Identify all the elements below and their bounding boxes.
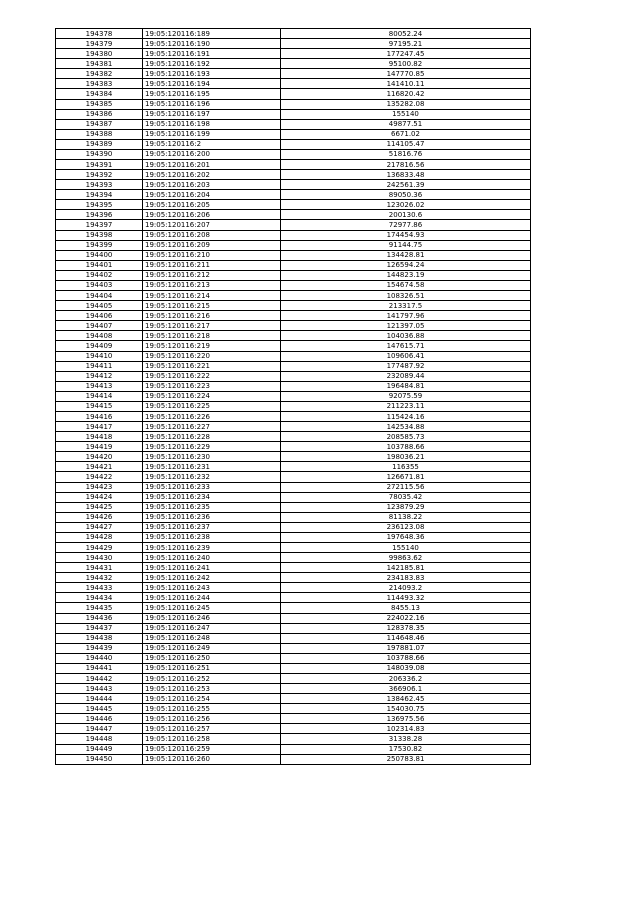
record-key-cell: 19:05:120116:249 <box>143 643 281 653</box>
data-table <box>55 28 531 765</box>
record-id-cell: 194449 <box>56 744 143 754</box>
table-row <box>56 200 531 210</box>
record-id-cell: 194434 <box>56 593 143 603</box>
amount-cell: 51816.76 <box>281 149 531 159</box>
amount-cell: 154030.75 <box>281 704 531 714</box>
table-row <box>56 472 531 482</box>
record-key-cell: 19:05:120116:244 <box>143 593 281 603</box>
table-row <box>56 291 531 301</box>
table-row <box>56 442 531 452</box>
amount-cell: 114105.47 <box>281 139 531 149</box>
table-row <box>56 754 531 764</box>
table-row <box>56 119 531 129</box>
amount-cell: 72977.86 <box>281 220 531 230</box>
table-row <box>56 583 531 593</box>
amount-cell: 95100.82 <box>281 59 531 69</box>
amount-cell: 136975.56 <box>281 714 531 724</box>
record-key-cell: 19:05:120116:240 <box>143 553 281 563</box>
table-row <box>56 653 531 663</box>
record-id-cell: 194400 <box>56 250 143 260</box>
table-row <box>56 623 531 633</box>
record-id-cell: 194419 <box>56 442 143 452</box>
amount-cell: 138462.45 <box>281 694 531 704</box>
record-id-cell: 194381 <box>56 59 143 69</box>
record-key-cell: 19:05:120116:235 <box>143 502 281 512</box>
table-row <box>56 734 531 744</box>
amount-cell: 103788.66 <box>281 442 531 452</box>
record-key-cell: 19:05:120116:221 <box>143 361 281 371</box>
table-row <box>56 99 531 109</box>
table-row <box>56 553 531 563</box>
table-row <box>56 69 531 79</box>
record-key-cell: 19:05:120116:209 <box>143 240 281 250</box>
record-id-cell: 194393 <box>56 180 143 190</box>
table-row <box>56 724 531 734</box>
record-id-cell: 194425 <box>56 502 143 512</box>
amount-cell: 89050.36 <box>281 190 531 200</box>
table-row <box>56 401 531 411</box>
record-key-cell: 19:05:120116:251 <box>143 663 281 673</box>
record-key-cell: 19:05:120116:203 <box>143 180 281 190</box>
amount-cell: 214093.2 <box>281 583 531 593</box>
amount-cell: 49877.51 <box>281 119 531 129</box>
amount-cell: 197648.36 <box>281 532 531 542</box>
amount-cell: 174454.93 <box>281 230 531 240</box>
table-row <box>56 714 531 724</box>
record-key-cell: 19:05:120116:259 <box>143 744 281 754</box>
record-key-cell: 19:05:120116:197 <box>143 109 281 119</box>
record-id-cell: 194417 <box>56 422 143 432</box>
table-row <box>56 321 531 331</box>
amount-cell: 197881.07 <box>281 643 531 653</box>
record-key-cell: 19:05:120116:239 <box>143 542 281 552</box>
record-key-cell: 19:05:120116:204 <box>143 190 281 200</box>
record-key-cell: 19:05:120116:234 <box>143 492 281 502</box>
record-id-cell: 194378 <box>56 29 143 39</box>
record-id-cell: 194397 <box>56 220 143 230</box>
record-key-cell: 19:05:120116:226 <box>143 411 281 421</box>
record-id-cell: 194448 <box>56 734 143 744</box>
table-row <box>56 109 531 119</box>
record-id-cell: 194446 <box>56 714 143 724</box>
record-key-cell: 19:05:120116:243 <box>143 583 281 593</box>
record-key-cell: 19:05:120116:2 <box>143 139 281 149</box>
record-id-cell: 194405 <box>56 301 143 311</box>
record-key-cell: 19:05:120116:233 <box>143 482 281 492</box>
record-id-cell: 194444 <box>56 694 143 704</box>
table-row <box>56 129 531 139</box>
table-row <box>56 432 531 442</box>
amount-cell: 126594.24 <box>281 260 531 270</box>
record-id-cell: 194380 <box>56 49 143 59</box>
record-key-cell: 19:05:120116:189 <box>143 29 281 39</box>
record-id-cell: 194412 <box>56 371 143 381</box>
record-id-cell: 194415 <box>56 401 143 411</box>
record-id-cell: 194396 <box>56 210 143 220</box>
record-id-cell: 194403 <box>56 280 143 290</box>
record-id-cell: 194432 <box>56 573 143 583</box>
table-row <box>56 462 531 472</box>
record-key-cell: 19:05:120116:194 <box>143 79 281 89</box>
record-id-cell: 194423 <box>56 482 143 492</box>
record-key-cell: 19:05:120116:212 <box>143 270 281 280</box>
record-key-cell: 19:05:120116:192 <box>143 59 281 69</box>
record-id-cell: 194433 <box>56 583 143 593</box>
record-key-cell: 19:05:120116:256 <box>143 714 281 724</box>
amount-cell: 242561.39 <box>281 180 531 190</box>
record-id-cell: 194379 <box>56 39 143 49</box>
amount-cell: 154674.58 <box>281 280 531 290</box>
record-key-cell: 19:05:120116:227 <box>143 422 281 432</box>
table-row <box>56 411 531 421</box>
table-row <box>56 160 531 170</box>
amount-cell: 141797.96 <box>281 311 531 321</box>
table-row <box>56 270 531 280</box>
amount-cell: 208585.73 <box>281 432 531 442</box>
amount-cell: 134428.81 <box>281 250 531 260</box>
amount-cell: 224022.16 <box>281 613 531 623</box>
amount-cell: 155140 <box>281 542 531 552</box>
table-row <box>56 512 531 522</box>
amount-cell: 148039.08 <box>281 663 531 673</box>
amount-cell: 147615.71 <box>281 341 531 351</box>
table-row <box>56 674 531 684</box>
record-id-cell: 194443 <box>56 684 143 694</box>
amount-cell: 109606.41 <box>281 351 531 361</box>
record-key-cell: 19:05:120116:199 <box>143 129 281 139</box>
record-id-cell: 194387 <box>56 119 143 129</box>
record-id-cell: 194439 <box>56 643 143 653</box>
table-row <box>56 230 531 240</box>
amount-cell: 250783.81 <box>281 754 531 764</box>
table-row <box>56 532 531 542</box>
record-key-cell: 19:05:120116:258 <box>143 734 281 744</box>
table-row <box>56 250 531 260</box>
amount-cell: 126671.81 <box>281 472 531 482</box>
table-row <box>56 59 531 69</box>
table-row <box>56 542 531 552</box>
record-key-cell: 19:05:120116:198 <box>143 119 281 129</box>
table-row <box>56 603 531 613</box>
table-row <box>56 49 531 59</box>
table-row <box>56 704 531 714</box>
record-id-cell: 194394 <box>56 190 143 200</box>
record-id-cell: 194426 <box>56 512 143 522</box>
record-key-cell: 19:05:120116:246 <box>143 613 281 623</box>
amount-cell: 177247.45 <box>281 49 531 59</box>
record-id-cell: 194410 <box>56 351 143 361</box>
record-id-cell: 194398 <box>56 230 143 240</box>
table-row <box>56 170 531 180</box>
table-row <box>56 563 531 573</box>
table-row <box>56 280 531 290</box>
record-id-cell: 194385 <box>56 99 143 109</box>
amount-cell: 128378.35 <box>281 623 531 633</box>
record-id-cell: 194435 <box>56 603 143 613</box>
record-id-cell: 194418 <box>56 432 143 442</box>
amount-cell: 142534.88 <box>281 422 531 432</box>
record-id-cell: 194441 <box>56 663 143 673</box>
record-key-cell: 19:05:120116:228 <box>143 432 281 442</box>
amount-cell: 92075.59 <box>281 391 531 401</box>
table-row <box>56 522 531 532</box>
record-id-cell: 194442 <box>56 674 143 684</box>
table-row <box>56 301 531 311</box>
record-key-cell: 19:05:120116:255 <box>143 704 281 714</box>
amount-cell: 135282.08 <box>281 99 531 109</box>
record-id-cell: 194390 <box>56 149 143 159</box>
record-id-cell: 194392 <box>56 170 143 180</box>
amount-cell: 114648.46 <box>281 633 531 643</box>
record-id-cell: 194436 <box>56 613 143 623</box>
table-row <box>56 452 531 462</box>
record-key-cell: 19:05:120116:195 <box>143 89 281 99</box>
record-key-cell: 19:05:120116:214 <box>143 291 281 301</box>
amount-cell: 206336.2 <box>281 674 531 684</box>
record-key-cell: 19:05:120116:196 <box>143 99 281 109</box>
record-id-cell: 194424 <box>56 492 143 502</box>
amount-cell: 80052.24 <box>281 29 531 39</box>
record-key-cell: 19:05:120116:220 <box>143 351 281 361</box>
record-id-cell: 194406 <box>56 311 143 321</box>
amount-cell: 97195.21 <box>281 39 531 49</box>
record-key-cell: 19:05:120116:222 <box>143 371 281 381</box>
amount-cell: 142185.81 <box>281 563 531 573</box>
table-row <box>56 361 531 371</box>
record-id-cell: 194437 <box>56 623 143 633</box>
record-id-cell: 194382 <box>56 69 143 79</box>
record-key-cell: 19:05:120116:245 <box>143 603 281 613</box>
record-key-cell: 19:05:120116:218 <box>143 331 281 341</box>
record-key-cell: 19:05:120116:260 <box>143 754 281 764</box>
table-row <box>56 220 531 230</box>
amount-cell: 234183.83 <box>281 573 531 583</box>
record-key-cell: 19:05:120116:252 <box>143 674 281 684</box>
record-key-cell: 19:05:120116:247 <box>143 623 281 633</box>
record-key-cell: 19:05:120116:253 <box>143 684 281 694</box>
amount-cell: 115424.16 <box>281 411 531 421</box>
table-row <box>56 643 531 653</box>
record-key-cell: 19:05:120116:193 <box>143 69 281 79</box>
amount-cell: 121397.05 <box>281 321 531 331</box>
record-key-cell: 19:05:120116:219 <box>143 341 281 351</box>
table-row <box>56 381 531 391</box>
amount-cell: 155140 <box>281 109 531 119</box>
table-row <box>56 351 531 361</box>
record-id-cell: 194402 <box>56 270 143 280</box>
table-body <box>56 29 531 765</box>
record-key-cell: 19:05:120116:216 <box>143 311 281 321</box>
amount-cell: 198036.21 <box>281 452 531 462</box>
table-row <box>56 422 531 432</box>
record-key-cell: 19:05:120116:229 <box>143 442 281 452</box>
record-key-cell: 19:05:120116:201 <box>143 160 281 170</box>
record-id-cell: 194389 <box>56 139 143 149</box>
amount-cell: 217816.56 <box>281 160 531 170</box>
table-row <box>56 613 531 623</box>
table-row <box>56 341 531 351</box>
table-row <box>56 744 531 754</box>
amount-cell: 8455.13 <box>281 603 531 613</box>
table-row <box>56 180 531 190</box>
record-key-cell: 19:05:120116:223 <box>143 381 281 391</box>
amount-cell: 232089.44 <box>281 371 531 381</box>
amount-cell: 91144.75 <box>281 240 531 250</box>
amount-cell: 136833.48 <box>281 170 531 180</box>
amount-cell: 104036.88 <box>281 331 531 341</box>
record-key-cell: 19:05:120116:248 <box>143 633 281 643</box>
amount-cell: 272115.56 <box>281 482 531 492</box>
record-id-cell: 194431 <box>56 563 143 573</box>
table-row <box>56 331 531 341</box>
amount-cell: 211223.11 <box>281 401 531 411</box>
table-row <box>56 89 531 99</box>
amount-cell: 213317.5 <box>281 301 531 311</box>
amount-cell: 123879.29 <box>281 502 531 512</box>
amount-cell: 147770.85 <box>281 69 531 79</box>
record-key-cell: 19:05:120116:238 <box>143 532 281 542</box>
record-key-cell: 19:05:120116:207 <box>143 220 281 230</box>
table-row <box>56 311 531 321</box>
table-row <box>56 593 531 603</box>
record-key-cell: 19:05:120116:206 <box>143 210 281 220</box>
amount-cell: 6671.02 <box>281 129 531 139</box>
record-id-cell: 194416 <box>56 411 143 421</box>
record-id-cell: 194409 <box>56 341 143 351</box>
record-key-cell: 19:05:120116:232 <box>143 472 281 482</box>
record-key-cell: 19:05:120116:200 <box>143 149 281 159</box>
amount-cell: 196484.81 <box>281 381 531 391</box>
record-id-cell: 194427 <box>56 522 143 532</box>
record-id-cell: 194386 <box>56 109 143 119</box>
amount-cell: 141410.11 <box>281 79 531 89</box>
record-key-cell: 19:05:120116:237 <box>143 522 281 532</box>
record-key-cell: 19:05:120116:231 <box>143 462 281 472</box>
record-id-cell: 194430 <box>56 553 143 563</box>
amount-cell: 31338.28 <box>281 734 531 744</box>
record-key-cell: 19:05:120116:205 <box>143 200 281 210</box>
amount-cell: 81138.22 <box>281 512 531 522</box>
record-id-cell: 194445 <box>56 704 143 714</box>
record-id-cell: 194421 <box>56 462 143 472</box>
record-id-cell: 194428 <box>56 532 143 542</box>
amount-cell: 17530.82 <box>281 744 531 754</box>
record-key-cell: 19:05:120116:208 <box>143 230 281 240</box>
record-key-cell: 19:05:120116:250 <box>143 653 281 663</box>
record-id-cell: 194420 <box>56 452 143 462</box>
amount-cell: 123026.02 <box>281 200 531 210</box>
record-key-cell: 19:05:120116:224 <box>143 391 281 401</box>
record-id-cell: 194384 <box>56 89 143 99</box>
record-key-cell: 19:05:120116:230 <box>143 452 281 462</box>
amount-cell: 116355 <box>281 462 531 472</box>
table-row <box>56 79 531 89</box>
record-key-cell: 19:05:120116:202 <box>143 170 281 180</box>
table-row <box>56 684 531 694</box>
record-id-cell: 194383 <box>56 79 143 89</box>
record-id-cell: 194413 <box>56 381 143 391</box>
table-row <box>56 492 531 502</box>
record-id-cell: 194404 <box>56 291 143 301</box>
amount-cell: 177487.92 <box>281 361 531 371</box>
record-id-cell: 194401 <box>56 260 143 270</box>
amount-cell: 78035.42 <box>281 492 531 502</box>
record-id-cell: 194414 <box>56 391 143 401</box>
record-id-cell: 194391 <box>56 160 143 170</box>
record-key-cell: 19:05:120116:210 <box>143 250 281 260</box>
record-id-cell: 194408 <box>56 331 143 341</box>
table-row <box>56 391 531 401</box>
table-row <box>56 210 531 220</box>
amount-cell: 366906.1 <box>281 684 531 694</box>
record-id-cell: 194395 <box>56 200 143 210</box>
table-row <box>56 139 531 149</box>
record-key-cell: 19:05:120116:190 <box>143 39 281 49</box>
record-key-cell: 19:05:120116:257 <box>143 724 281 734</box>
record-key-cell: 19:05:120116:241 <box>143 563 281 573</box>
record-key-cell: 19:05:120116:217 <box>143 321 281 331</box>
record-id-cell: 194438 <box>56 633 143 643</box>
amount-cell: 103788.66 <box>281 653 531 663</box>
table-row <box>56 502 531 512</box>
amount-cell: 114493.32 <box>281 593 531 603</box>
record-id-cell: 194422 <box>56 472 143 482</box>
table-row <box>56 371 531 381</box>
amount-cell: 102314.83 <box>281 724 531 734</box>
record-key-cell: 19:05:120116:236 <box>143 512 281 522</box>
table-row <box>56 694 531 704</box>
record-id-cell: 194447 <box>56 724 143 734</box>
table-row <box>56 29 531 39</box>
record-id-cell: 194429 <box>56 542 143 552</box>
table-row <box>56 260 531 270</box>
amount-cell: 236123.08 <box>281 522 531 532</box>
amount-cell: 116820.42 <box>281 89 531 99</box>
amount-cell: 99863.62 <box>281 553 531 563</box>
amount-cell: 144823.19 <box>281 270 531 280</box>
table-row <box>56 240 531 250</box>
table-row <box>56 633 531 643</box>
record-key-cell: 19:05:120116:215 <box>143 301 281 311</box>
record-key-cell: 19:05:120116:225 <box>143 401 281 411</box>
table-row <box>56 190 531 200</box>
table-row <box>56 663 531 673</box>
record-id-cell: 194411 <box>56 361 143 371</box>
table-row <box>56 482 531 492</box>
amount-cell: 108326.51 <box>281 291 531 301</box>
record-id-cell: 194388 <box>56 129 143 139</box>
table-row <box>56 573 531 583</box>
table-row <box>56 39 531 49</box>
record-key-cell: 19:05:120116:213 <box>143 280 281 290</box>
record-id-cell: 194440 <box>56 653 143 663</box>
amount-cell: 200130.6 <box>281 210 531 220</box>
record-id-cell: 194399 <box>56 240 143 250</box>
table-row <box>56 149 531 159</box>
record-key-cell: 19:05:120116:211 <box>143 260 281 270</box>
record-id-cell: 194407 <box>56 321 143 331</box>
record-id-cell: 194450 <box>56 754 143 764</box>
record-key-cell: 19:05:120116:242 <box>143 573 281 583</box>
record-key-cell: 19:05:120116:191 <box>143 49 281 59</box>
record-key-cell: 19:05:120116:254 <box>143 694 281 704</box>
